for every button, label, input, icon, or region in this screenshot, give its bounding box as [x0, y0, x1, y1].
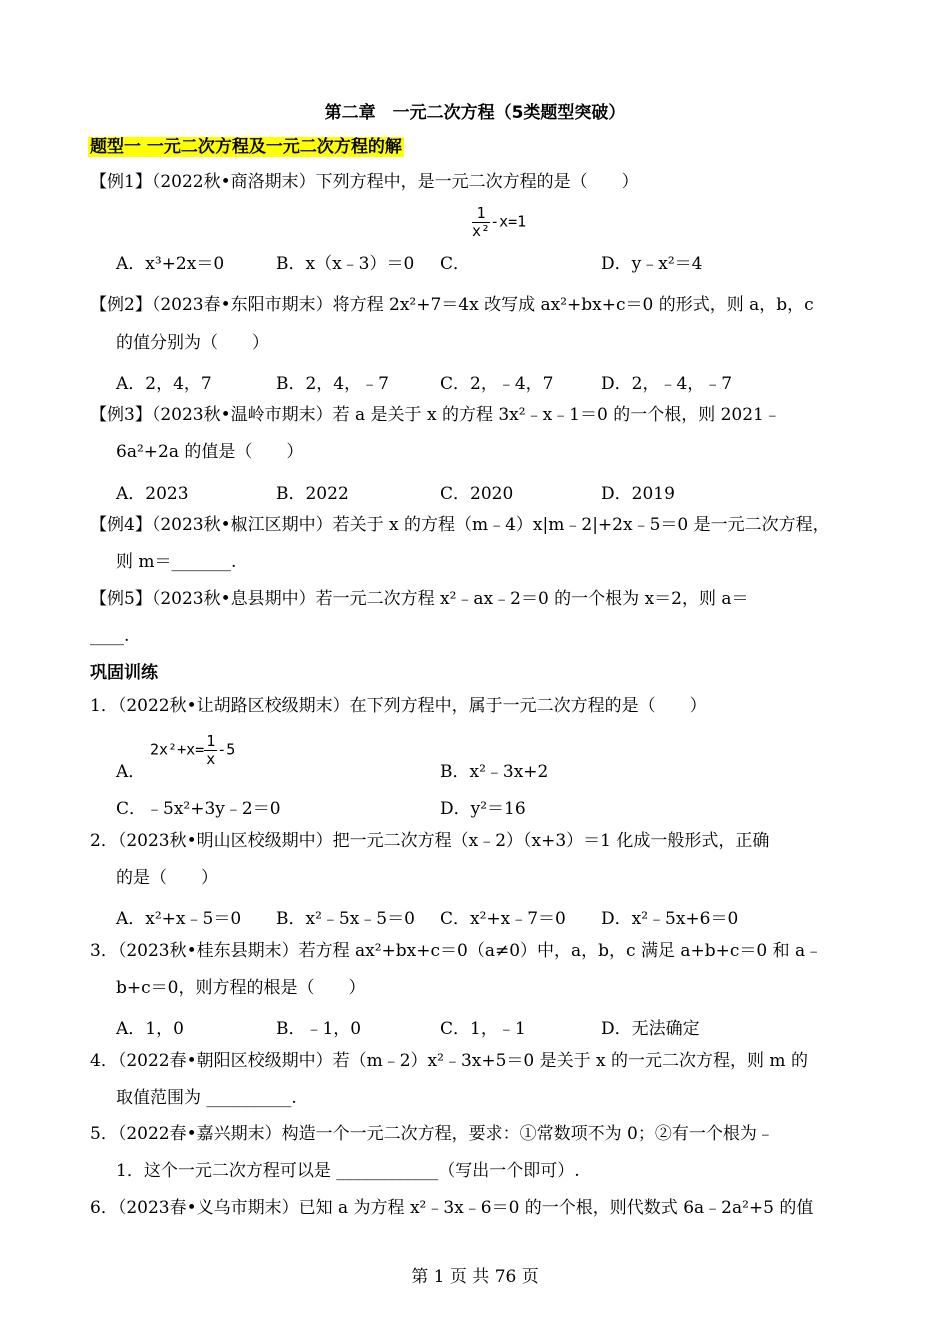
question-3-option-b: B．﹣1，0	[276, 1019, 362, 1039]
question-2-stem-line1: 2．（2023秋•明山区校级期中）把一元二次方程（x﹣2）（x+3）＝1 化成一般形式，正确	[90, 831, 770, 851]
example-2-stem-line2: 的值分别为（ ）	[116, 333, 269, 353]
question-1-option-a-label: A．	[116, 762, 146, 782]
question-3-option-c: C．1，﹣1	[440, 1019, 526, 1039]
question-5-stem-line2: 1．这个一元二次方程可以是 ____________（写出一个即可）.	[116, 1161, 580, 1181]
example-1-option-d: D．y﹣x²＝4	[601, 254, 703, 274]
example-3-option-d: D．2019	[601, 484, 675, 504]
page-footer: 第 1 页 共 76 页	[411, 1267, 539, 1287]
question-3-option-d: D．无法确定	[601, 1019, 700, 1039]
question-3-stem-line2: b+c＝0，则方程的根是（ ）	[116, 978, 366, 998]
example-2-option-a: A．2，4，7	[116, 374, 212, 394]
example-2-option-b: B．2，4，﹣7	[276, 374, 389, 394]
example-5-stem-line1: 【例5】（2023秋•息县期中）若一元二次方程 x²﹣ax﹣2＝0 的一个根为 x＝2，则 a＝	[90, 589, 749, 609]
fraction: $\frac{1}{\text{x²}}$	[472, 204, 491, 240]
question-5-stem-line1: 5．（2022春•嘉兴期末）构造一个一元二次方程，要求：①常数项不为 0；②有一个根为﹣	[90, 1124, 774, 1144]
question-2-option-b: B．x²﹣5x﹣5＝0	[276, 909, 415, 929]
question-1-option-d: D．y²＝16	[440, 799, 526, 819]
example-2-stem-line1: 【例2】（2023春•东阳市期末）将方程 2x²+7＝4x 改写成 ax²+bx+c＝0 的形式，则 a，b，c	[90, 295, 814, 315]
example-3-option-c: C．2020	[440, 484, 514, 504]
example-5-stem-line2: ____.	[90, 626, 130, 646]
question-2-option-d: D．x²﹣5x+6＝0	[601, 909, 739, 929]
section-heading-2: 巩固训练	[90, 663, 158, 683]
question-4-stem-line1: 4．（2022春•朝阳区校级期中）若（m﹣2）x²﹣3x+5＝0 是关于 x 的一元二次方程，则 m 的	[90, 1051, 808, 1071]
question-4-stem-line2: 取值范围为 __________.	[116, 1088, 297, 1108]
question-1-stem: 1．（2022秋•让胡路区校级期末）在下列方程中，属于一元二次方程的是（ ）	[90, 696, 707, 716]
page-title: 第二章 一元二次方程（5类题型突破）	[324, 103, 626, 123]
question-3-stem-line1: 3．（2023秋•桂东县期末）若方程 ax²+bx+c＝0（a≠0）中，a，b，c 满足 a+b+c＝0 和 a﹣	[90, 941, 823, 961]
question-2-stem-line2: 的是（ ）	[116, 868, 218, 888]
example-3-option-a: A．2023	[116, 484, 189, 504]
example-1-option-c-label: C．	[440, 254, 471, 274]
example-3-stem-line2: 6a²+2a 的值是（ ）	[116, 442, 304, 462]
example-3-option-b: B．2022	[276, 484, 349, 504]
example-2-option-c: C．2，﹣4，7	[440, 374, 554, 394]
example-2-option-d: D．2，﹣4，﹣7	[601, 374, 733, 394]
question-2-option-a: A．x²+x﹣5＝0	[116, 909, 242, 929]
example-4-stem-line1: 【例4】（2023秋•椒江区期中）若关于 x 的方程（m﹣4）x|m﹣2|+2x﹣5＝0 是一元二次方程，	[90, 515, 830, 535]
question-1-option-c: C．﹣5x²+3y﹣2＝0	[116, 799, 281, 819]
example-1-option-b: B．x（x﹣3）＝0	[276, 254, 415, 274]
fraction: $\frac{1}{x}$	[206, 732, 216, 768]
example-1-stem: 【例1】（2022秋•商洛期末）下列方程中，是一元二次方程的是（ ）	[90, 172, 639, 192]
question-1-option-b: B．x²﹣3x+2	[440, 762, 549, 782]
question-2-option-c: C．x²+x﹣7＝0	[440, 909, 566, 929]
example-1-option-a: A．x³+2x＝0	[116, 254, 225, 274]
example-3-stem-line1: 【例3】（2023秋•温岭市期末）若 a 是关于 x 的方程 3x²﹣x﹣1＝0 的一个根，则 2021﹣	[90, 405, 781, 425]
example-4-stem-line2: 则 m＝_______.	[116, 552, 237, 572]
section-heading-1: 题型一 一元二次方程及一元二次方程的解	[90, 137, 402, 157]
question-3-option-a: A．1，0	[116, 1019, 184, 1039]
question-6-stem-line1: 6．（2023春•义乌市期末）已知 a 为方程 x²﹣3x﹣6＝0 的一个根，则代数式 6a﹣2a²+5 的值	[90, 1198, 814, 1218]
question-1-option-a-formula: 2x²+x= $\frac{1}{x}$ -5	[150, 732, 236, 768]
example-1-option-c-formula: $\frac{1}{\text{x²}}$ -x=1	[472, 204, 527, 240]
